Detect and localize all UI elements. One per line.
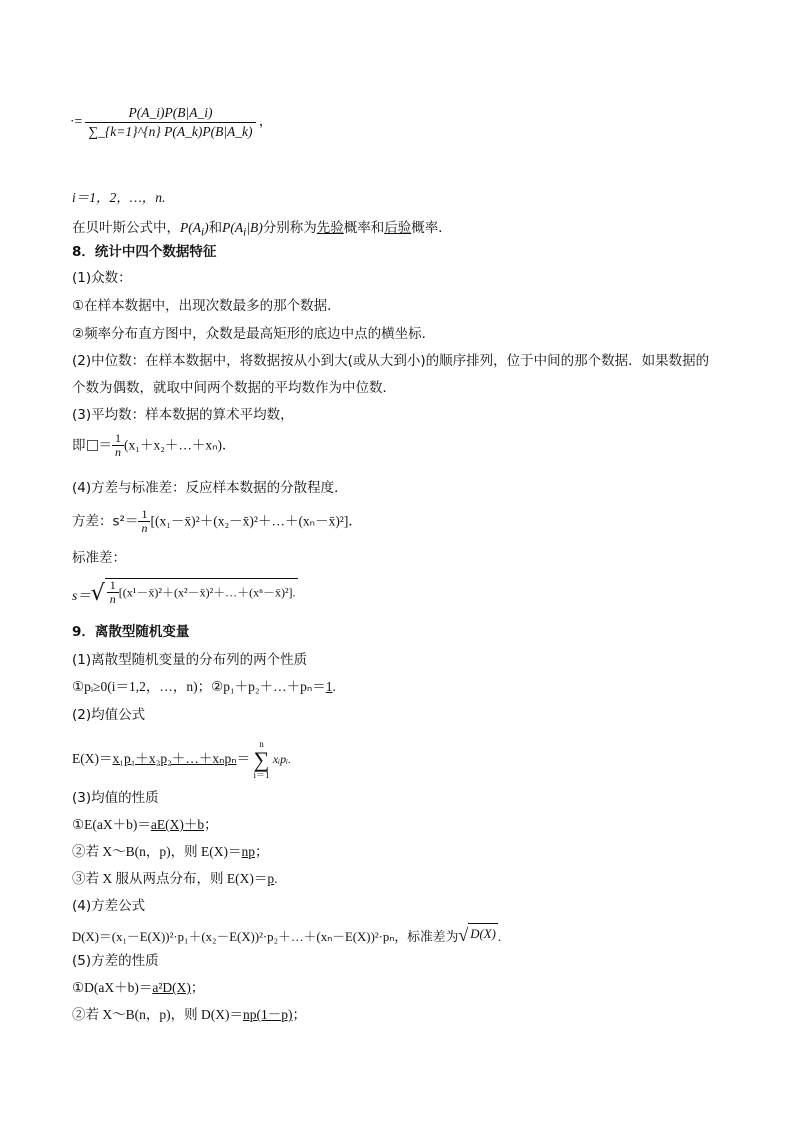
- var-prop-2b: np(1－p): [243, 1007, 293, 1022]
- frac-num: 1: [107, 579, 119, 593]
- mean-prop-2b: np: [241, 844, 255, 859]
- bayes-numerator: P(A_i)P(B|A_i): [85, 104, 255, 123]
- mean-label: (3)平均数：样本数据的算术平均数，: [72, 407, 294, 423]
- mode-point-1: ①在样本数据中，出现次数最多的那个数据．: [72, 298, 341, 314]
- distribution-label: (1)离散型随机变量的分布列的两个性质: [72, 652, 308, 668]
- bayes-note: [72, 218, 452, 243]
- one-over-n: [138, 508, 150, 535]
- bayes-note-mid: 和: [208, 220, 223, 236]
- mean-property-1: [72, 815, 218, 835]
- bayes-denominator: ∑_{k=1}^{n} P(A_k)P(B|A_k): [88, 124, 253, 139]
- mean-formula-body: (x₁＋x₂＋…＋xₙ)．: [124, 437, 236, 453]
- bayes-note-pa: $P(A_i)$: [180, 220, 209, 239]
- xbar-placeholder-icon: [87, 440, 98, 451]
- var-prop-1a: ①D(aX＋b)＝: [72, 980, 153, 995]
- median-line-2: 个数为偶数，就取中间两个数据的平均数作为中位数．: [72, 380, 396, 396]
- var-prop-1c: ；: [190, 980, 205, 995]
- mean-prop-1a: ①E(aX＋b)＝: [72, 817, 151, 832]
- frac-den: n: [109, 592, 116, 606]
- var-prop-2a: ②若 X～B(n，p)，则 D(X)＝: [72, 1007, 243, 1022]
- variance-property-1: [72, 978, 204, 998]
- dist-props-c: .: [332, 679, 336, 694]
- mean-formula-label: (2)均值公式: [72, 707, 146, 723]
- mean-formula-pre: 即: [72, 437, 86, 454]
- bayes-note-mid2: 分别称为: [262, 220, 317, 236]
- mean-prop-1c: ；: [204, 817, 218, 832]
- bayes-note-end: 概率．: [411, 220, 452, 236]
- frac-num: 1: [138, 508, 150, 522]
- expectation-sum-body: xᵢpᵢ.: [272, 752, 291, 767]
- frac-den: n: [141, 521, 148, 535]
- variance-formula: [72, 508, 362, 535]
- mean-prop-3c: .: [274, 871, 278, 886]
- dist-props-a: ①pᵢ≥0(i＝1,2，…，n)；②p₁＋p₂＋…＋pₙ＝: [72, 679, 326, 694]
- variance-formula-body: [(x₁－x̄)²＋(x₂－x̄)²＋…＋(xₙ－x̄)²]．: [150, 513, 362, 529]
- mean-prop-1b: aE(X)＋b: [150, 817, 205, 832]
- sum-top: n: [259, 739, 264, 749]
- frac-num: 1: [112, 432, 124, 446]
- bayes-suffix: ，: [258, 113, 273, 129]
- mode-point-2: ②频率分布直方图中，众数是最高矩形的底边中点的横坐标．: [72, 326, 436, 342]
- expectation-pre: E(X)＝: [72, 751, 113, 767]
- mode-label: (1)众数：: [72, 270, 132, 286]
- expectation-eq: ＝: [236, 751, 251, 767]
- std-formula-pre: s＝: [72, 588, 91, 603]
- prior-term: 先验: [316, 220, 344, 236]
- summation-icon: n ∑ i＝1: [253, 739, 270, 780]
- frac-den: n: [115, 445, 121, 459]
- bayes-formula: [70, 104, 272, 141]
- std-formula-body: [(x¹－x̄)²＋(x²－x̄)²＋…＋(xⁿ－x̄)²].: [118, 585, 296, 600]
- mean-prop-3b: p: [267, 871, 275, 886]
- mean-property-label: (3)均值的性质: [72, 790, 159, 806]
- variance-definition-end: .: [497, 930, 502, 944]
- std-dev-sqrt: √ D(X): [458, 925, 496, 945]
- bayes-note-and: 概率和: [343, 220, 385, 236]
- mean-property-2: [72, 842, 268, 862]
- std-dev-radicand: D(X): [468, 923, 498, 944]
- variance-label: (4)方差与标准差：反应样本数据的分散程度．: [72, 480, 348, 496]
- posterior-term: 后验: [384, 220, 412, 236]
- std-formula: [72, 578, 298, 606]
- mean-formula: 即 ＝ $\frac{1}{n}$ (x₁＋x₂＋…＋xₙ)．: [72, 431, 236, 459]
- one-over-n: [107, 579, 119, 606]
- var-prop-2c: ；: [292, 1007, 306, 1022]
- var-prop-1b: a²D(X): [152, 980, 191, 995]
- mean-prop-2a: ②若 X～B(n，p)，则 E(X)＝: [72, 844, 242, 859]
- section9-heading: 9．离散型随机变量: [72, 624, 190, 640]
- variance-property-label: (5)方差的性质: [72, 953, 159, 969]
- bayes-fraction: [85, 104, 255, 141]
- distribution-properties: [72, 677, 336, 697]
- mean-prop-2c: ；: [254, 844, 269, 859]
- bayes-prefix: ·=: [70, 113, 83, 129]
- section8-heading: 8．统计中四个数据特征: [72, 244, 217, 260]
- mean-prop-3a: ③若 X 服从两点分布，则 E(X)＝: [72, 871, 268, 886]
- std-sqrt: √ $\frac{1}{n}$ [(x¹－x̄)²＋(x²－x̄)²＋…＋(xⁿ－x̄)²].: [90, 578, 296, 606]
- bayes-note-pre: 在贝叶斯公式中，: [72, 220, 180, 236]
- variance-property-2: [72, 1005, 306, 1025]
- sum-bottom: i＝1: [253, 770, 270, 780]
- variance-formula-label: (4)方差公式: [72, 898, 146, 914]
- variance-formula-pre: 方差：s²＝: [72, 513, 139, 530]
- expectation-sum-terms: x₁p₁＋x₂p₂＋…＋xₙpₙ: [112, 751, 237, 767]
- variance-definition: [72, 923, 501, 947]
- variance-definition-body: D(X)＝(x₁－E(X))²·p₁＋(x₂－E(X))²·p₂＋…＋(xₙ－E(X))²·pₙ，标准差为: [72, 930, 459, 944]
- median-line-1: (2)中位数：在样本数据中，将数据按从小到大(或从大到小)的顺序排列，位于中间的那个数据．如果数据的: [72, 353, 710, 369]
- one-over-n: [112, 432, 124, 459]
- std-label: 标准差：: [72, 550, 126, 566]
- dist-props-b: 1: [325, 679, 333, 694]
- mean-property-3: [72, 869, 278, 889]
- expectation-formula: [72, 740, 291, 780]
- bayes-note-pab: $P(A_i|B)$: [222, 220, 263, 239]
- bayes-index-range: i＝1，2，…，n.: [72, 190, 166, 205]
